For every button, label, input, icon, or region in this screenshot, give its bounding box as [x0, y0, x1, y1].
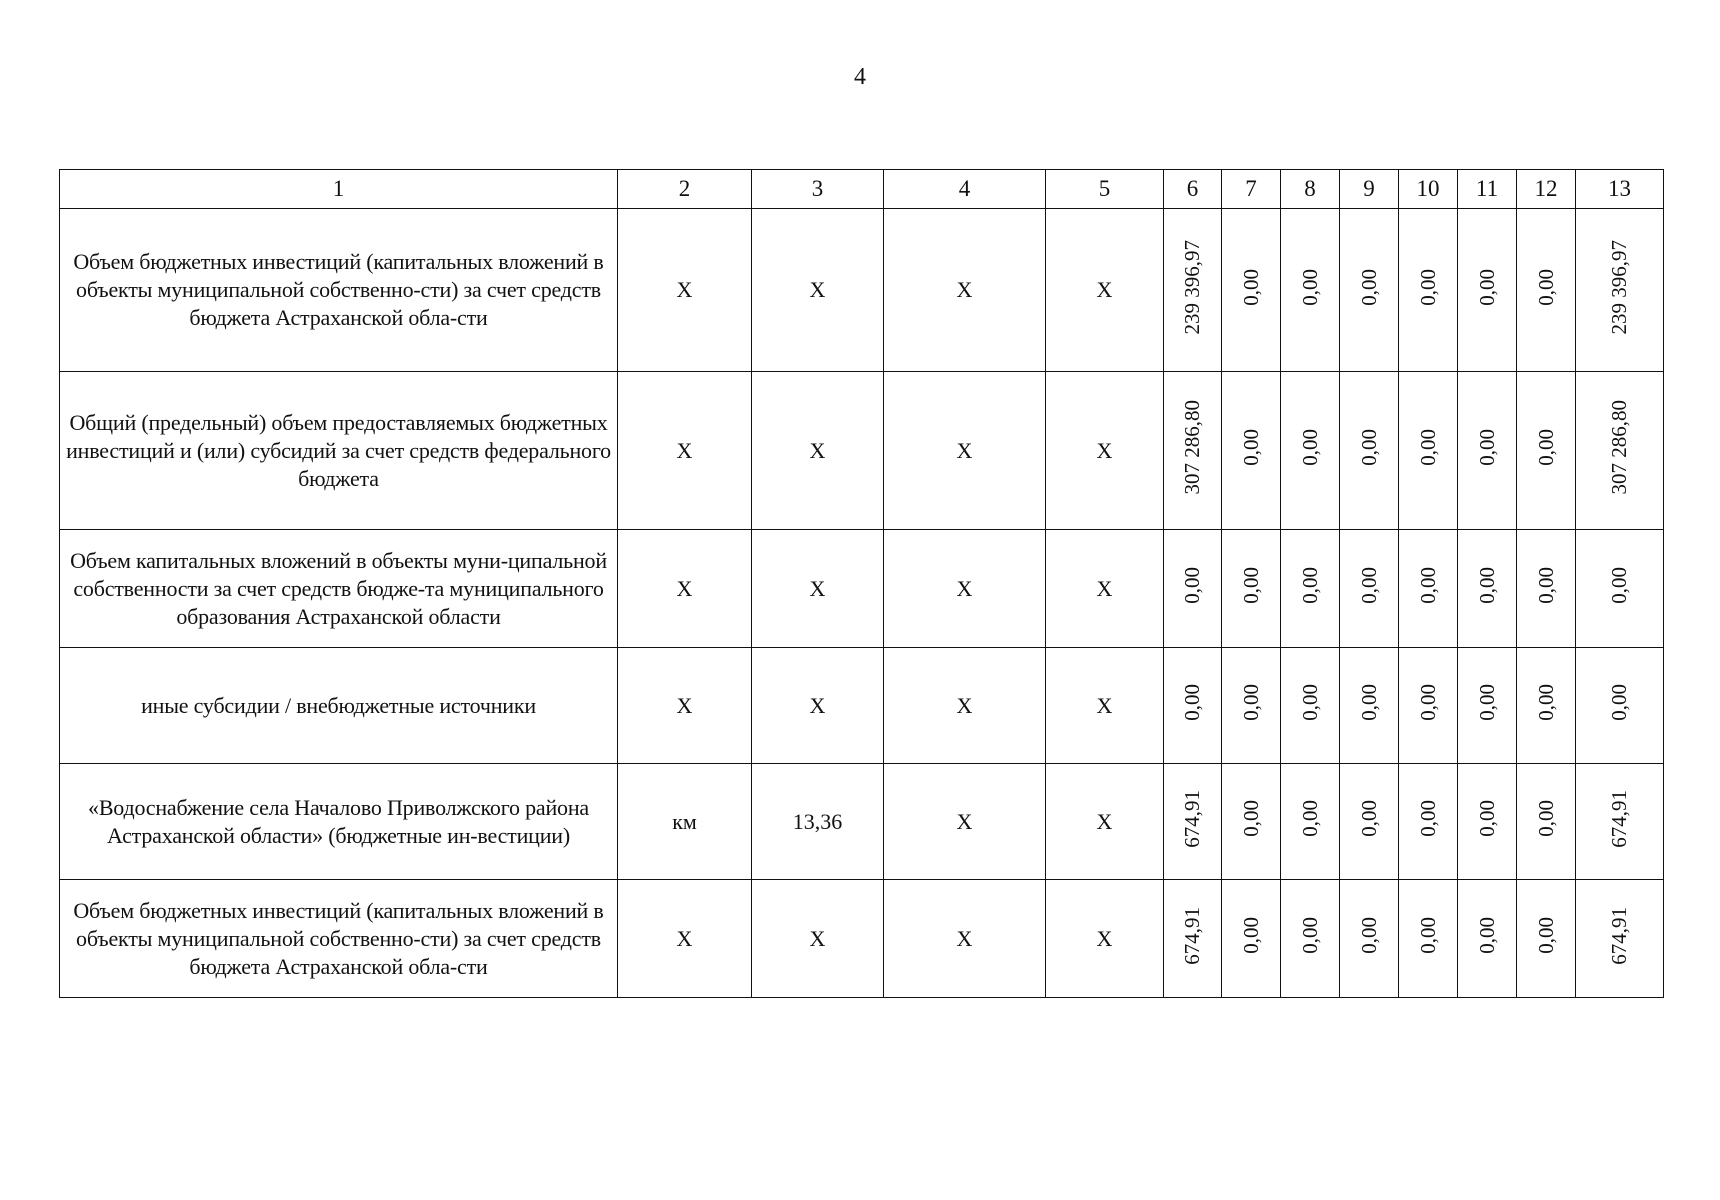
value-text: 0,00	[1533, 429, 1558, 466]
value-text: 0,00	[1474, 684, 1499, 721]
value-text: 0,00	[1474, 567, 1499, 604]
col5-cell: Х	[1046, 880, 1164, 998]
unit-cell: Х	[618, 372, 752, 530]
value-cell	[1281, 372, 1340, 530]
column-header: 7	[1222, 170, 1281, 209]
value-text: 674,91	[1607, 789, 1631, 848]
quantity-cell: Х	[752, 648, 884, 764]
column-header: 6	[1164, 170, 1222, 209]
value-cell	[1458, 880, 1517, 998]
value-cell	[1340, 209, 1399, 372]
value-text: 674,91	[1180, 906, 1204, 965]
row-description: «Водоснабжение села Началово Приволжского района Астраханской области» (бюджетные ин-вестиции)	[60, 764, 618, 880]
column-header: 5	[1046, 170, 1164, 209]
value-cell	[1399, 648, 1458, 764]
value-cell	[1517, 764, 1576, 880]
value-cell	[1576, 764, 1664, 880]
value-text: 0,00	[1533, 567, 1558, 604]
column-header: 12	[1517, 170, 1576, 209]
value-cell	[1340, 530, 1399, 648]
row-description: Объем бюджетных инвестиций (капитальных вложений в объекты муниципальной собственно-сти) за счет средств бюджета Астраханской обла-сти	[60, 880, 618, 998]
budget-table	[59, 169, 1664, 998]
value-cell	[1164, 209, 1222, 372]
value-text: 0,00	[1297, 800, 1322, 837]
value-cell	[1517, 880, 1576, 998]
value-cell	[1458, 648, 1517, 764]
value-text: 0,00	[1474, 429, 1499, 466]
col5-cell: Х	[1046, 648, 1164, 764]
value-cell	[1340, 880, 1399, 998]
value-text: 674,91	[1607, 906, 1631, 965]
value-cell	[1164, 372, 1222, 530]
value-cell	[1281, 764, 1340, 880]
value-text: 239 396,97	[1607, 239, 1631, 335]
value-cell	[1340, 648, 1399, 764]
value-text: 0,00	[1356, 429, 1381, 466]
value-text: 0,00	[1238, 429, 1263, 466]
value-cell	[1164, 764, 1222, 880]
value-cell	[1222, 372, 1281, 530]
unit-cell: Х	[618, 880, 752, 998]
value-text: 0,00	[1297, 917, 1322, 954]
value-text: 0,00	[1415, 800, 1440, 837]
value-cell	[1281, 880, 1340, 998]
column-header: 3	[752, 170, 884, 209]
value-cell	[1222, 209, 1281, 372]
value-cell	[1281, 209, 1340, 372]
value-cell	[1399, 530, 1458, 648]
value-cell	[1458, 764, 1517, 880]
table-row	[60, 880, 1664, 998]
value-cell	[1576, 530, 1664, 648]
value-cell	[1222, 880, 1281, 998]
value-text: 0,00	[1474, 268, 1499, 306]
col5-cell: Х	[1046, 209, 1164, 372]
value-cell	[1576, 648, 1664, 764]
value-text: 0,00	[1238, 567, 1263, 604]
column-header: 11	[1458, 170, 1517, 209]
value-text: 0,00	[1415, 684, 1440, 721]
value-text: 0,00	[1415, 429, 1440, 466]
value-text: 0,00	[1607, 684, 1631, 721]
unit-cell: Х	[618, 209, 752, 372]
column-header: 1	[60, 170, 618, 209]
value-text: 0,00	[1297, 429, 1322, 466]
value-cell	[1517, 530, 1576, 648]
unit-cell: Х	[618, 648, 752, 764]
value-cell	[1517, 372, 1576, 530]
value-text: 307 286,80	[1607, 400, 1631, 495]
value-text: 0,00	[1238, 800, 1263, 837]
column-header: 10	[1399, 170, 1458, 209]
column-header: 9	[1340, 170, 1399, 209]
col5-cell: Х	[1046, 764, 1164, 880]
value-cell	[1576, 209, 1664, 372]
value-text: 307 286,80	[1180, 400, 1204, 495]
value-cell	[1399, 372, 1458, 530]
value-text: 0,00	[1415, 268, 1440, 306]
value-cell	[1281, 530, 1340, 648]
value-cell	[1517, 648, 1576, 764]
quantity-cell: 13,36	[752, 764, 884, 880]
value-cell	[1517, 209, 1576, 372]
table-row	[60, 764, 1664, 880]
value-text: 0,00	[1415, 917, 1440, 954]
quantity-cell: Х	[752, 372, 884, 530]
value-text: 0,00	[1356, 268, 1381, 306]
value-text: 0,00	[1356, 800, 1381, 837]
value-text: 0,00	[1180, 684, 1204, 721]
value-text: 0,00	[1415, 567, 1440, 604]
col5-cell: Х	[1046, 530, 1164, 648]
col4-cell: Х	[884, 209, 1046, 372]
row-description: иные субсидии / внебюджетные источники	[60, 648, 618, 764]
col4-cell: Х	[884, 372, 1046, 530]
col4-cell: Х	[884, 764, 1046, 880]
value-cell	[1281, 648, 1340, 764]
value-cell	[1164, 530, 1222, 648]
column-header: 2	[618, 170, 752, 209]
value-text: 0,00	[1474, 800, 1499, 837]
col4-cell: Х	[884, 530, 1046, 648]
value-cell	[1576, 372, 1664, 530]
value-cell	[1164, 880, 1222, 998]
table-row	[60, 372, 1664, 530]
row-description: Объем бюджетных инвестиций (капитальных вложений в объекты муниципальной собственно-сти) за счет средств бюджета Астраханской обла-сти	[60, 209, 618, 372]
value-text: 0,00	[1238, 268, 1263, 306]
table-row	[60, 530, 1664, 648]
value-text: 239 396,97	[1180, 239, 1204, 335]
value-text: 0,00	[1356, 684, 1381, 721]
row-description: Объем капитальных вложений в объекты муни-ципальной собственности за счет средств бюдже-та муниципального образования Астраханской области	[60, 530, 618, 648]
value-cell	[1340, 764, 1399, 880]
value-cell	[1222, 530, 1281, 648]
page-number: 4	[854, 64, 866, 90]
value-text: 0,00	[1474, 917, 1499, 954]
col4-cell: Х	[884, 648, 1046, 764]
value-cell	[1458, 372, 1517, 530]
value-cell	[1340, 372, 1399, 530]
value-text: 0,00	[1533, 684, 1558, 721]
value-cell	[1399, 209, 1458, 372]
table-row	[60, 209, 1664, 372]
column-header: 13	[1576, 170, 1664, 209]
value-text: 0,00	[1297, 268, 1322, 306]
value-cell	[1458, 530, 1517, 648]
value-text: 0,00	[1180, 567, 1204, 604]
value-cell	[1576, 880, 1664, 998]
column-header: 8	[1281, 170, 1340, 209]
value-cell	[1399, 880, 1458, 998]
column-number-row	[60, 170, 1664, 209]
value-cell	[1399, 764, 1458, 880]
value-text: 674,91	[1180, 789, 1204, 848]
quantity-cell: Х	[752, 530, 884, 648]
column-header: 4	[884, 170, 1046, 209]
value-text: 0,00	[1238, 684, 1263, 721]
value-text: 0,00	[1533, 917, 1558, 954]
col4-cell: Х	[884, 880, 1046, 998]
value-text: 0,00	[1533, 268, 1558, 306]
table-row	[60, 648, 1664, 764]
value-text: 0,00	[1356, 917, 1381, 954]
value-text: 0,00	[1607, 567, 1631, 604]
value-text: 0,00	[1297, 684, 1322, 721]
quantity-cell: Х	[752, 880, 884, 998]
value-cell	[1164, 648, 1222, 764]
row-description: Общий (предельный) объем предоставляемых бюджетных инвестиций и (или) субсидий за счет средств федерального бюджета	[60, 372, 618, 530]
value-text: 0,00	[1297, 567, 1322, 604]
quantity-cell: Х	[752, 209, 884, 372]
unit-cell: Х	[618, 530, 752, 648]
col5-cell: Х	[1046, 372, 1164, 530]
unit-cell: км	[618, 764, 752, 880]
value-text: 0,00	[1356, 567, 1381, 604]
value-cell	[1222, 764, 1281, 880]
value-cell	[1222, 648, 1281, 764]
value-cell	[1458, 209, 1517, 372]
value-text: 0,00	[1533, 800, 1558, 837]
value-text: 0,00	[1238, 917, 1263, 954]
